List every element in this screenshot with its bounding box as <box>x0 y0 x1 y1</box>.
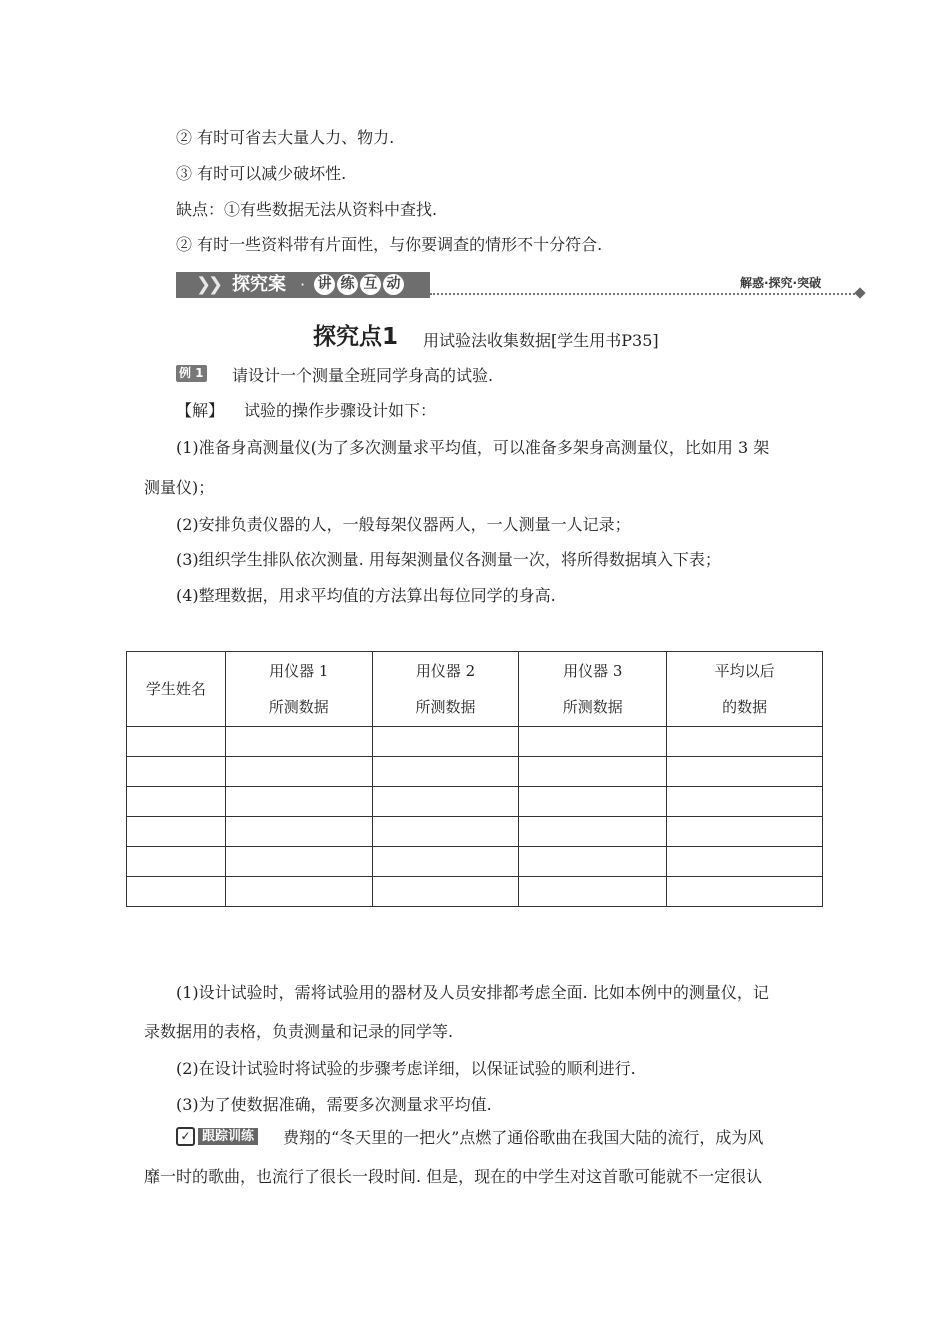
measurement-table <box>126 651 823 907</box>
checkmark-icon: ✓ <box>176 1127 195 1146</box>
banner-dotted-rule <box>430 293 858 295</box>
section-banner <box>176 272 866 298</box>
chevron-right-icon: ❯ <box>196 274 212 295</box>
table-header-cell: 用仪器 3 所测数据 <box>519 652 667 727</box>
banner-dot: · <box>300 275 306 294</box>
diamond-icon <box>854 287 865 298</box>
table-header-cell: 平均以后 的数据 <box>667 652 823 727</box>
follow-training-tag <box>176 1126 258 1146</box>
table-row <box>127 757 823 787</box>
table-row <box>127 817 823 847</box>
solution-intro: 试验的操作步骤设计如下： <box>244 401 437 420</box>
note-line: (2)在设计试验时将试验的步骤考虑详细，以保证试验的顺利进行. <box>176 1059 636 1078</box>
example-question: 请设计一个测量全班同学身高的试验. <box>232 366 494 385</box>
banner-subtitle <box>314 274 404 296</box>
intro-line-1: ② 有时可省去大量人力、物力. <box>176 128 395 147</box>
intro-line-3: 缺点：①有些数据无法从资料中查找. <box>176 200 438 219</box>
table-row <box>127 787 823 817</box>
banner-sub-char: 动 <box>383 274 404 295</box>
chevron-right-icon: ❯ <box>208 274 224 295</box>
table-header-cell: 用仪器 2 所测数据 <box>372 652 519 727</box>
note-line: 录数据用的表格，负责测量和记录的同学等. <box>144 1022 454 1041</box>
solution-tag: 【解】 <box>176 401 225 420</box>
solution-step: (3)组织学生排队依次测量. 用每架测量仪各测量一次，将所得数据填入下表； <box>176 550 721 569</box>
follow-training-label: 跟踪训练 <box>198 1128 258 1145</box>
banner-sub-char: 练 <box>337 274 358 295</box>
follow-line-2: 靡一时的歌曲，也流行了很长一段时间. 但是，现在的中学生对这首歌可能就不一定很认 <box>144 1167 763 1186</box>
intro-line-2: ③ 有时可以减少破坏性. <box>176 164 347 183</box>
table-header-cell: 学生姓名 <box>127 652 226 727</box>
solution-step: (2)安排负责仪器的人，一般每架仪器两人，一人测量一人记录； <box>176 515 631 534</box>
follow-line-1: 费翔的“冬天里的一把火”点燃了通俗歌曲在我国大陆的流行，成为风 <box>283 1128 764 1147</box>
banner-title: 探究案 <box>232 274 286 295</box>
table-row <box>127 847 823 877</box>
note-line: (1)设计试验时，需将试验用的器材及人员安排都考虑全面. 比如本例中的测量仪，记 <box>176 983 769 1002</box>
table-row <box>127 727 823 757</box>
solution-step: (1)准备身高测量仪(为了多次测量求平均值，可以准备多架身高测量仪，比如用 3 架 <box>176 438 770 457</box>
solution-step: (4)整理数据，用求平均值的方法算出每位同学的身高. <box>176 586 556 605</box>
banner-right-label: 解惑·探究·突破 <box>740 276 822 290</box>
solution-step: 测量仪)； <box>144 478 215 497</box>
intro-line-4: ② 有时一些资料带有片面性，与你要调查的情形不十分符合. <box>176 235 603 254</box>
section-subtitle: 用试验法收集数据[学生用书P35] <box>423 331 659 350</box>
banner-sub-char: 讲 <box>314 274 335 295</box>
table-row <box>127 877 823 907</box>
note-line: (3)为了使数据准确，需要多次测量求平均值. <box>176 1095 492 1114</box>
section-heading: 探究点1 <box>313 324 399 350</box>
table-header-row <box>127 652 823 727</box>
banner-sub-char: 互 <box>360 274 381 295</box>
table-header-cell: 用仪器 1 所测数据 <box>225 652 372 727</box>
example-tag: 例 1 <box>176 365 207 382</box>
